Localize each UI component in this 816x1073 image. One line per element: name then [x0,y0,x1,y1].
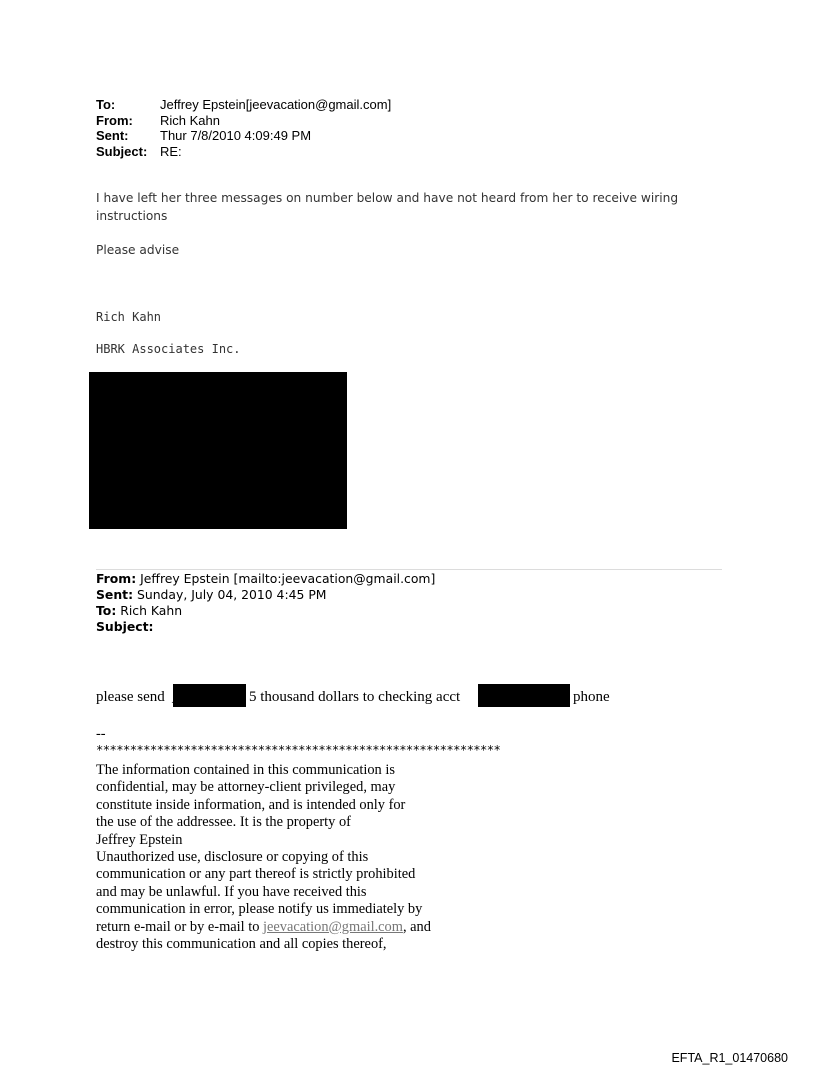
fwd-from-label: From: [96,571,137,586]
redaction-block-large [89,372,347,529]
to-value: Jeffrey Epstein[jeevacation@gmail.com] [160,97,392,112]
fwd-to-value: Rich Kahn [120,603,183,618]
reply-line-2: instructions [96,209,168,223]
to-label: To: [96,97,116,112]
disclaimer [96,762,431,953]
message-part-3: phone [573,689,610,705]
subject-label: Subject: [96,143,148,159]
disclaimer-line: communication or any part thereof is strictly prohibited [96,866,416,883]
reply-advise: Please advise [96,243,180,257]
fwd-sent-row [96,587,435,603]
divider-line [96,569,722,570]
disclaimer-line: communication in error, please notify us immediately by [96,901,423,918]
disclaimer-return-prefix: return e-mail or by e-mail to [96,918,264,935]
signature-company: HBRK Associates Inc. [96,342,241,356]
header-sent-row [96,128,391,144]
fwd-subject-row [96,619,435,635]
fwd-from-row [96,571,435,587]
fwd-sent-label: Sent: [96,587,134,602]
reply-line-1: I have left her three messages on number below and have not heard from her to receive wiring [96,191,679,205]
disclaimer-line: The information contained in this communication is [96,762,395,778]
fwd-to-label: To: [96,603,117,618]
disclaimer-return-suffix: , and [402,918,431,935]
email-header [96,97,391,159]
document-id: EFTA_R1_01470680 [671,1051,788,1065]
forwarded-header [96,571,435,635]
reply-body [96,189,696,225]
disclaimer-line: confidential, may be attorney-client privileged, may [96,779,396,796]
header-from-row [96,113,391,129]
disclaimer-return-line [96,919,431,936]
disclaimer-last-line: destroy this communication and all copies thereof, [96,936,387,953]
fwd-to-row [96,603,435,619]
header-subject-row [96,144,391,160]
fwd-from-value: Jeffrey Epstein [mailto:jeevacation@gmail.com] [140,571,436,586]
header-to-row [96,97,391,113]
disclaimer-line: and may be unlawful. If you have received this [96,883,367,900]
signature-name: Rich Kahn [96,310,162,324]
sent-value: Thur 7/8/2010 4:09:49 PM [160,128,312,143]
redaction-inline-amount [173,684,246,707]
from-label: From: [96,112,133,128]
separator-stars: ************************************************************ [96,743,501,757]
fwd-sent-value: Sunday, July 04, 2010 4:45 PM [136,587,327,602]
disclaimer-line: constitute inside information, and is intended only for [96,796,406,813]
disclaimer-line: Jeffrey Epstein [96,831,183,848]
separator-dashes: -- [96,726,106,742]
message-part-2: 5 thousand dollars to checking acct [249,689,461,705]
fwd-subject-label: Subject: [96,619,154,634]
disclaimer-line: the use of the addressee. It is the property of [96,814,351,831]
from-value: Rich Kahn [160,112,220,128]
disclaimer-line: Unauthorized use, disclosure or copying of this [96,849,369,866]
redaction-inline-account [478,684,570,707]
email-link[interactable]: jeevacation@gmail.com [263,918,403,935]
subject-value: RE: [160,143,182,159]
message-part-1: please send [96,689,165,705]
sent-label: Sent: [96,128,129,143]
